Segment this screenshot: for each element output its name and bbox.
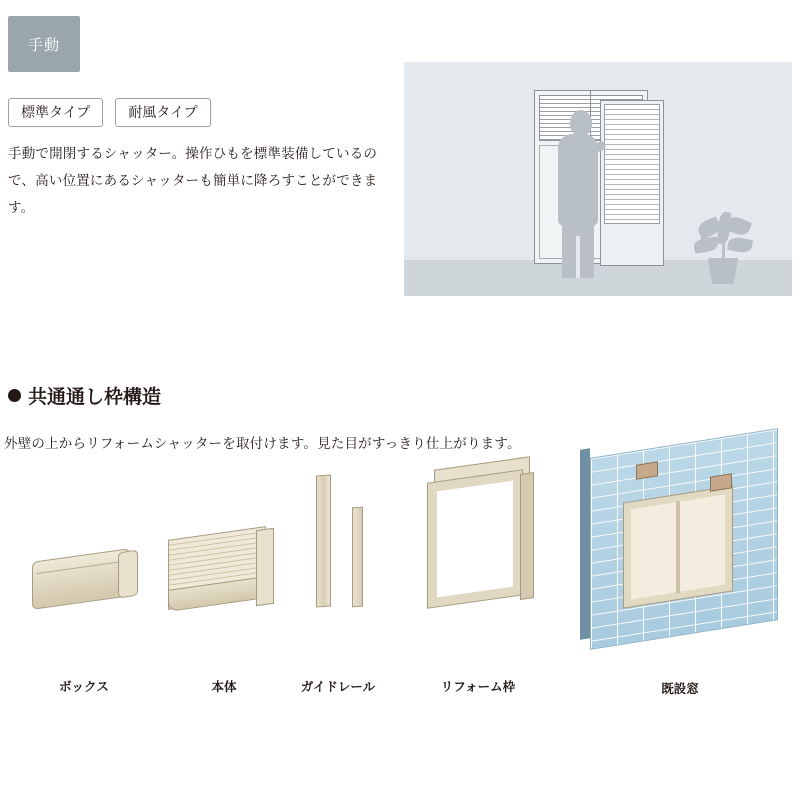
part-existing-window-mullion bbox=[676, 501, 680, 594]
part-label-box: ボックス bbox=[59, 680, 109, 694]
section-heading bbox=[8, 382, 161, 409]
manual-badge bbox=[8, 16, 80, 72]
part-body-endcap bbox=[256, 528, 274, 607]
plant-pot bbox=[706, 258, 740, 284]
part-guide-rail-left bbox=[316, 474, 331, 607]
illustration-potted-plant bbox=[692, 212, 756, 284]
part-reform-frame bbox=[420, 455, 580, 705]
person-leg-gap bbox=[576, 236, 580, 278]
bullet-icon bbox=[8, 389, 21, 402]
part-guide-rail-right bbox=[352, 507, 363, 608]
type-tag-standard: 標準タイプ bbox=[8, 98, 103, 127]
part-reform-frame-outline bbox=[428, 470, 522, 607]
illustration-person-silhouette bbox=[550, 110, 606, 278]
section-description: 外壁の上からリフォームシャッターを取付けます。見た目がすっきり仕上がります。 bbox=[4, 436, 521, 451]
part-box-endcap bbox=[118, 550, 138, 599]
manual-shutter-illustration bbox=[404, 62, 792, 296]
illustration-side-window bbox=[600, 100, 664, 266]
part-label-existing-window: 既設窓 bbox=[661, 682, 699, 696]
manual-type-section bbox=[0, 0, 800, 330]
plant-leaf bbox=[727, 236, 753, 254]
illustration-side-slats bbox=[604, 104, 660, 224]
part-label-guide-rail: ガイドレール bbox=[300, 680, 376, 694]
type-tag-windproof: 耐風タイプ bbox=[115, 98, 210, 127]
part-label-body: 本体 bbox=[211, 680, 237, 694]
part-reform-frame-side bbox=[520, 472, 534, 600]
parts-diagram bbox=[0, 455, 800, 705]
person-head bbox=[570, 110, 592, 136]
type-tag-list bbox=[8, 98, 211, 127]
part-label-reform-frame: リフォーム枠 bbox=[440, 680, 516, 694]
part-existing-window bbox=[590, 443, 790, 705]
part-box-shape bbox=[32, 548, 130, 610]
part-wall-edge bbox=[580, 448, 590, 640]
manual-badge-label: 手動 bbox=[27, 36, 60, 54]
plant-leaf bbox=[693, 236, 719, 253]
section-heading-label: 共通通し枠構造 bbox=[28, 387, 162, 408]
manual-type-description: 手動で開閉するシャッター。操作ひもを標準装備しているので、高い位置にあるシャッターも簡単に降ろすことができます。 bbox=[8, 146, 378, 215]
